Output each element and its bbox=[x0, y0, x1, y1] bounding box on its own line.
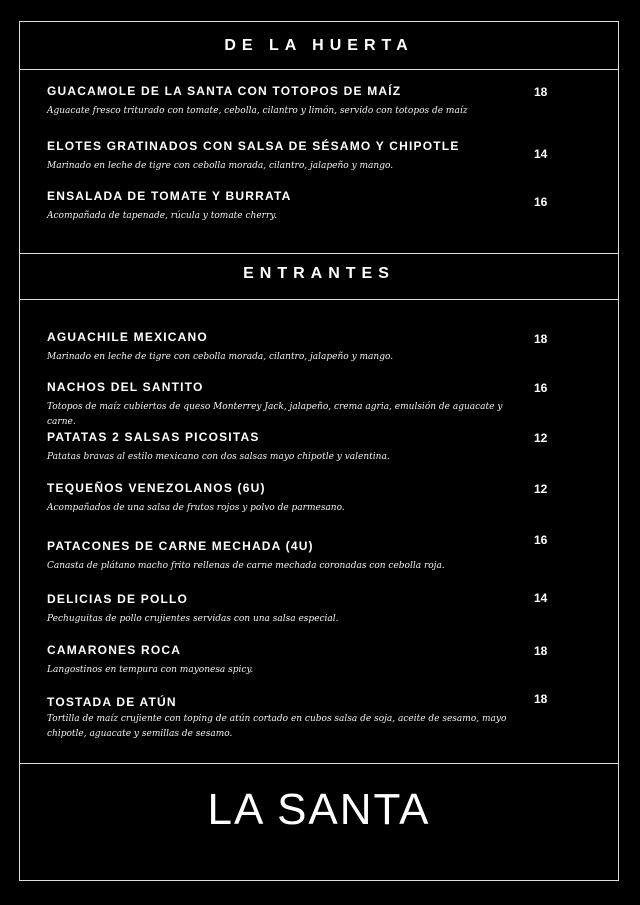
item-price: 12 bbox=[534, 431, 548, 445]
item-description: Marinado en leche de tigre con cebolla morada, cilantro, jalapeño y mango. bbox=[47, 352, 394, 362]
item-name: CAMARONES ROCA bbox=[47, 643, 182, 657]
menu-item bbox=[47, 139, 517, 174]
item-price: 14 bbox=[534, 147, 548, 161]
item-name: DELICIAS DE POLLO bbox=[47, 592, 189, 606]
divider bbox=[19, 69, 619, 70]
item-name: TEQUEÑOS VENEZOLANOS (6U) bbox=[47, 481, 266, 495]
item-price: 16 bbox=[534, 381, 548, 395]
item-description: Pechuguitas de pollo crujientes servidas con una salsa especial. bbox=[47, 614, 339, 624]
section-title-huerta: DE LA HUERTA bbox=[224, 37, 414, 54]
item-description: Langostinos en tempura con mayonesa spicy. bbox=[47, 665, 254, 675]
item-price: 12 bbox=[534, 482, 548, 496]
item-price: 16 bbox=[534, 533, 548, 547]
item-description: Acompañados de una salsa de frutos rojos y polvo de parmesano. bbox=[47, 503, 345, 513]
item-price: 14 bbox=[534, 591, 548, 605]
item-price: 16 bbox=[534, 195, 548, 209]
menu-item bbox=[47, 539, 517, 574]
divider bbox=[19, 253, 619, 254]
menu-item bbox=[47, 380, 517, 430]
item-description: Tortilla de maíz crujiente con toping de atún cortado en cubos salsa de soja, aceite de sesamo, mayo chipotle, aguacate y semillas de sesamo. bbox=[47, 714, 507, 739]
item-description: Canasta de plátano macho frito rellenas de carne mechada coronadas con cebolla roja. bbox=[47, 561, 445, 571]
item-name: TOSTADA DE ATÚN bbox=[47, 695, 177, 709]
item-price: 18 bbox=[534, 692, 548, 706]
item-description: Acompañada de tapenade, rúcula y tomate cherry. bbox=[47, 211, 278, 221]
item-name: NACHOS DEL SANTITO bbox=[47, 380, 204, 394]
item-price: 18 bbox=[534, 644, 548, 658]
item-name: GUACAMOLE DE LA SANTA CON TOTOPOS DE MAÍZ bbox=[47, 84, 402, 98]
brand-logo: LA SANTA bbox=[207, 785, 431, 834]
item-description: Patatas bravas al estilo mexicano con dos salsas mayo chipotle y valentina. bbox=[47, 452, 390, 462]
menu-item bbox=[47, 481, 517, 516]
item-price: 18 bbox=[534, 332, 548, 346]
item-description: Aguacate fresco triturado con tomate, cebolla, cilantro y limón, servido con totopos de maíz bbox=[47, 106, 468, 116]
divider bbox=[19, 763, 619, 764]
menu-item bbox=[47, 330, 517, 365]
item-name: ENSALADA DE TOMATE Y BURRATA bbox=[47, 189, 292, 203]
item-price: 18 bbox=[534, 85, 548, 99]
item-name: PATATAS 2 SALSAS PICOSITAS bbox=[47, 430, 260, 444]
divider bbox=[19, 299, 619, 300]
item-name: ELOTES GRATINADOS CON SALSA DE SÉSAMO Y CHIPOTLE bbox=[47, 139, 460, 153]
menu-item bbox=[47, 430, 517, 465]
item-name: AGUACHILE MEXICANO bbox=[47, 330, 208, 344]
menu-item bbox=[47, 695, 517, 742]
item-name: PATACONES DE CARNE MECHADA (4U) bbox=[47, 539, 314, 553]
item-description: Totopos de maíz cubiertos de queso Monterrey Jack, jalapeño, crema agria, emulsión de aguacate y carne. bbox=[47, 402, 503, 427]
menu-item bbox=[47, 84, 517, 119]
item-description: Marinado en leche de tigre con cebolla morada, cilantro, jalapeño y mango. bbox=[47, 161, 394, 171]
menu-item bbox=[47, 643, 517, 678]
menu-item bbox=[47, 592, 517, 627]
menu-item bbox=[47, 189, 517, 224]
section-title-entrantes: ENTRANTES bbox=[243, 265, 395, 282]
